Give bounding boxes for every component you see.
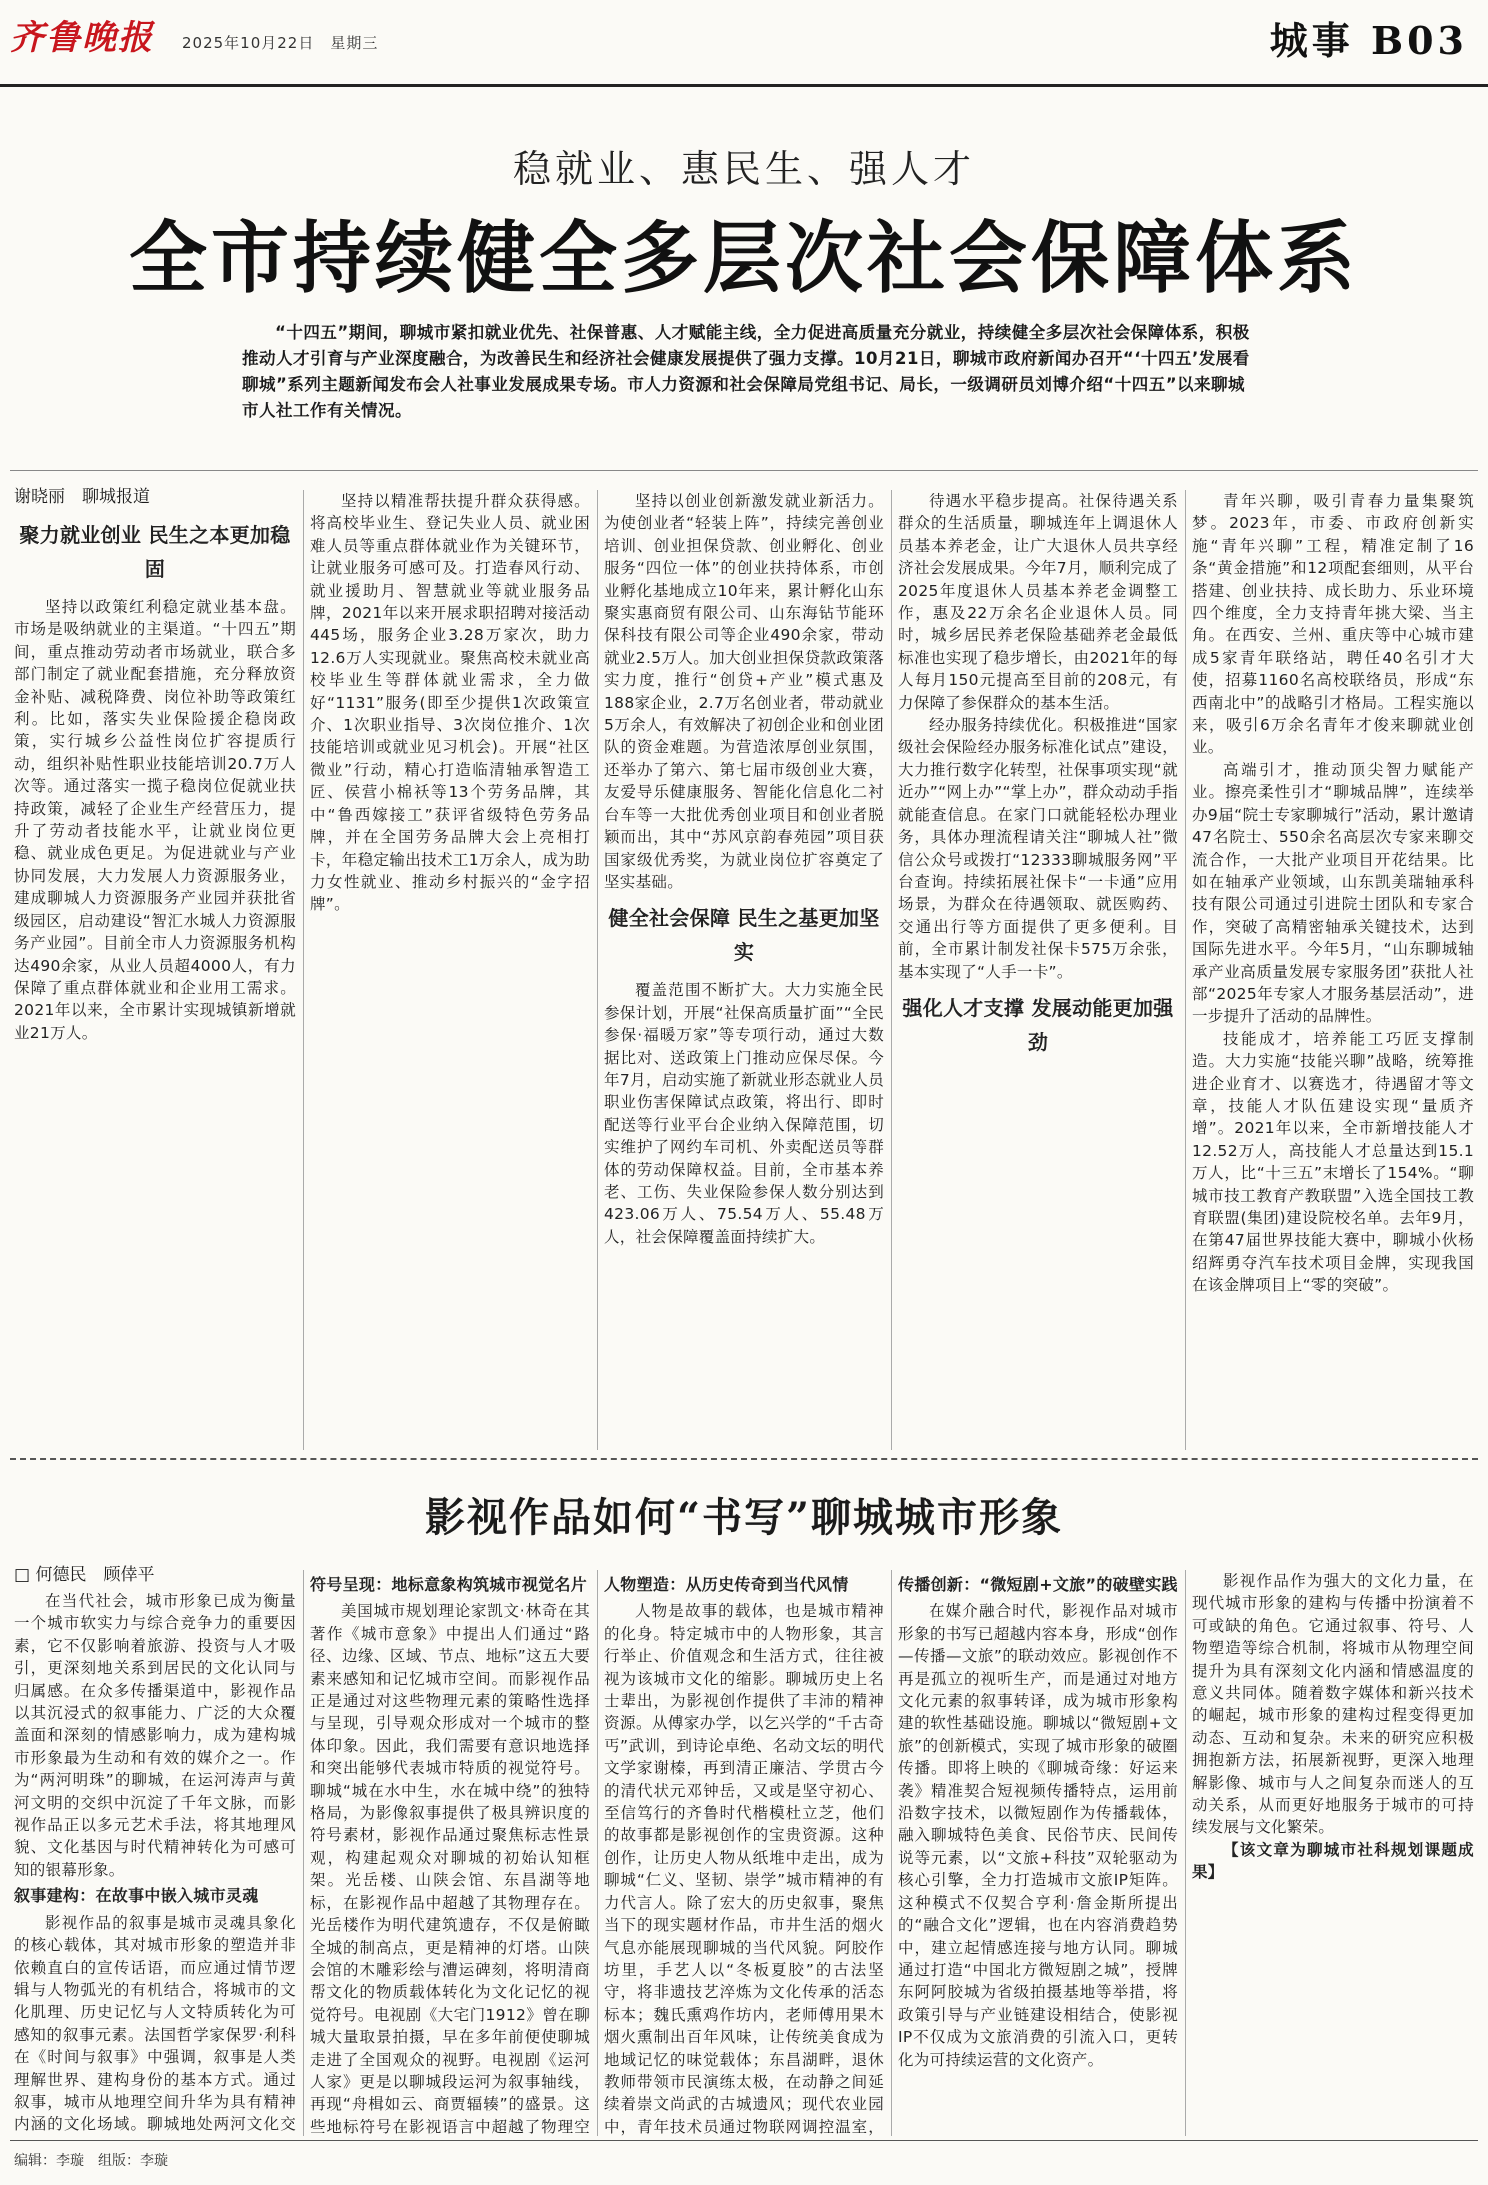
- article1-column-2: [310, 490, 590, 1450]
- column-divider: [891, 1570, 892, 2136]
- column-divider: [1185, 1570, 1186, 2136]
- paragraph: 技能成才，培养能工巧匠支撑制造。大力实施“技能兴聊”战略，统筹推进企业育才、以赛选才，待遇留才等文章，技能人才队伍建设实现“量质齐增”。2021年以来，全市新增技能人才12.52万人，高技能人才总量达到15.1万人，比“十三五”末增长了154%。“聊城市技工教育产教联盟”入选全国技工教育联盟(集团)建设院校名单。去年9月，在第47届世界技能大赛中，聊城小伙杨绍辉勇夺汽车技术项目金牌，实现我国在该金牌项目上“零的突破”。: [1192, 1029, 1474, 1295]
- newspaper-logo: 齐鲁晚报: [10, 18, 154, 58]
- article2-headline: 影视作品如何“书写”聊城城市形象: [424, 1494, 1063, 1541]
- article1-column-3: [604, 490, 884, 1450]
- footer-rule: [10, 2140, 1478, 2141]
- article2-column-1: [14, 1590, 296, 2136]
- subheading: 符号呈现：地标意象构筑城市视觉名片: [310, 1575, 588, 1594]
- article2-column-3: [604, 1570, 884, 2136]
- article1-byline: 谢晓丽 聊城报道: [14, 487, 150, 507]
- column-divider: [597, 1570, 598, 2136]
- paragraph: 高端引才，推动顶尖智力赋能产业。擦亮柔性引才“聊城品牌”，连续举办9届“院士专家聊城行”活动，累计邀请47名院士、550余名高层次专家来聊交流合作，一大批产业项目开花结果。比如在轴承产业领域，山东凯美瑞轴承科技有限公司通过引进院士团队和专家合作，突破了高精密轴承关键技术，达到国际先进水平。今年5月，“山东聊城轴承产业高质量发展专家服务团”获批人社部“2025年专家人才服务基层活动”，进一步提升了活动的品牌性。: [1192, 760, 1474, 1026]
- column-divider: [303, 490, 304, 1450]
- article1-kicker: 稳就业、惠民生、强人才: [512, 147, 975, 191]
- paragraph: 影视作品作为强大的文化力量，在现代城市形象的建构与传播中扮演着不可或缺的角色。它通过叙事、符号、人物塑造等综合机制，将城市从物理空间提升为具有深刻文化内涵和情感温度的意义共同体。随着数字媒体和新兴技术的崛起，城市形象的建构过程变得更加动态、互动和复杂。未来的研究应积极拥抱新方法，拓展新视野，更深入地理解影像、城市与人之间复杂而迷人的互动关系，从而更好地服务于城市的可持续发展与文化繁荣。: [1192, 1572, 1474, 1837]
- article1-column-5: [1192, 490, 1474, 1450]
- divider: [10, 470, 1478, 471]
- paragraph: 人物是故事的载体，也是城市精神的化身。特定城市中的人物形象，其言行举止、价值观念和生活方式，往往被视为该城市文化的缩影。聊城历史上名士辈出，为影视创作提供了丰沛的精神资源。从傅家办学，以乞兴学的“千古奇丐”武训，到诗论卓绝、名动文坛的明代文学家谢榛，再到清正廉洁、学贯古今的清代状元邓钟岳，又或是坚守初心、至信笃行的齐鲁时代楷模杜立芝，他们的故事都是影视创作的宝贵资源。这种创作，让历史人物从纸堆中走出，成为聊城“仁义、坚韧、崇学”城市精神的有力代言人。除了宏大的历史叙事，聚焦当下的现实题材作品，市井生活的烟火气息亦能展现聊城的当代风貌。阿胶作坊里，手艺人以“冬板夏胶”的古法坚守，将非遗技艺淬炼为文化传承的活态标本；魏氏熏鸡作坊内，老师傅用果木烟火熏制出百年风味，让传统美食成为地域记忆的味觉载体；东昌湖畔，退休教师带领市民演练太极，在动静之间延续着崇文尚武的古城遗风；现代农业园中，青年技术员通过物联网调控温室，: [604, 1602, 884, 2136]
- paragraph: 坚持以政策红利稳定就业基本盘。市场是吸纳就业的主渠道。“十四五”期间，重点推动劳动者市场就业，联合多部门制定了就业配套措施，充分释放资金补贴、减税降费、岗位补助等政策红利。比如，落实失业保险援企稳岗政策，实行城乡公益性岗位扩容提质行动，组织补贴性职业技能培训20.7万人次等。通过落实一揽子稳岗位促就业扶持政策，减轻了企业生产经营压力，提升了劳动者技能水平，让就业岗位更稳、就业成色更足。为促进就业与产业协同发展，大力发展人力资源服务业，建成聊城人力资源服务产业园并获批省级园区，启动建设“智汇水城人力资源服务产业园”。目前全市人力资源服务机构达490余家，从业人员超4000人，有力保障了重点群体就业和企业用工需求。2021年以来，全市累计实现城镇新增就业21万人。: [14, 598, 296, 1042]
- header-rule: [0, 84, 1488, 87]
- section-name: 城事: [1269, 18, 1354, 63]
- subheading: 人物塑造：从历史传奇到当代风情: [604, 1575, 849, 1594]
- paragraph: 美国城市规划理论家凯文·林奇在其著作《城市意象》中提出人们通过“路径、边缘、区域、节点、地标”这五大要素来感知和记忆城市空间。而影视作品正是通过对这些物理元素的策略性选择与呈现，引导观众形成对一个城市的整体印象。因此，我们需要有意识地选择和突出能够代表城市特质的视觉符号。聊城“城在水中生，水在城中绕”的独特格局，为影像叙事提供了极具辨识度的符号素材，影视作品通过聚焦标志性景观，构建起观众对聊城的初始认知框架。光岳楼、山陕会馆、东昌湖等地标，在影视作品中超越了其物理存在。光岳楼作为明代建筑遗存，不仅是俯瞰全城的制高点，更是精神的灯塔。山陕会馆的木雕彩绘与漕运碑刻，将明清商帮文化的物质载体转化为文化记忆的视觉符号。电视剧《大宅门1912》曾在聊城大量取景拍摄，早在多年前便使聊城走进了全国观众的视野。电视剧《运河人家》更是以聊城段运河为叙事轴线，再现“舟楫如云、商贾辐辏”的盛景。这些地标符号在影视语言中超越了物理空: [310, 1602, 590, 2136]
- article1-column-1: [14, 510, 296, 1450]
- column-divider: [303, 1570, 304, 2136]
- issue-date: 2025年10月22日: [182, 34, 315, 52]
- article1-headline: 全市持续健全多层次社会保障体系: [128, 213, 1359, 304]
- column-divider: [891, 490, 892, 1450]
- issue-weekday: 星期三: [330, 34, 379, 52]
- article-divider: [10, 1458, 1478, 1460]
- page-tag: [1270, 10, 1468, 65]
- article2-byline: □ 何德民 顾倖平: [14, 1565, 155, 1585]
- column-divider: [1185, 490, 1186, 1450]
- subheading: 传播创新：“微短剧+文旅”的破壁实践: [898, 1575, 1178, 1594]
- paragraph: 在当代社会，城市形象已成为衡量一个城市软实力与综合竞争力的重要因素，它不仅影响着旅游、投资与人才吸引，更深刻地关系到居民的文化认同与归属感。在众多传播渠道中，影视作品以其沉浸式的叙事能力、广泛的大众覆盖面和深刻的情感影响力，成为建构城市形象最为生动和有效的媒介之一。作为“两河明珠”的聊城，在运河涛声与黄河文明的交织中沉淀了千年文脉，而影视作品正以多元艺术手法，将其地理风貌、文化基因与时代精神转化为可感可知的银幕形象。: [14, 1592, 296, 1879]
- section-heading: 强化人才支撑 发展动能更加强劲: [902, 995, 1174, 1054]
- paragraph: 经办服务持续优化。积极推进“国家级社会保险经办服务标准化试点”建设，大力推行数字化转型，社保事项实现“就近办”“网上办”“掌上办”，群众动动手指就能查信息。在家门口就能轻松办理业务，具体办理流程请关注“聊城人社”微信公众号或拨打“12333聊城服务网”平台查询。持续拓展社保卡“一卡通”应用场景，为群众在待遇领取、就医购药、交通出行等方面提供了更多便利。目前，全市累计制发社保卡575万余张，基本实现了“人手一卡”。: [898, 716, 1178, 981]
- paragraph: 影视作品的叙事是城市灵魂具象化的核心载体，其对城市形象的塑造并非依赖直白的宣传话语，而应通过情节逻辑与人物弧光的有机结合，将城市的文化肌理、历史记忆与人文特质转化为可感知的叙事元素。法国哲学家保罗·利科在《时间与叙事》中强调，叙事是人类理解世界、建构身份的基本方式。通过叙事，城市从地理空间升华为具有精神内涵的文化场域。聊城地处两河文化交: [14, 1913, 296, 2134]
- column-divider: [597, 490, 598, 1450]
- article2-column-2: [310, 1570, 590, 2136]
- paragraph: 待遇水平稳步提高。社保待遇关系群众的生活质量，聊城连年上调退休人员基本养老金，让广大退休人员共享经济社会发展成果。今年7月，顺利完成了2025年度退休人员基本养老金调整工作，惠及22万余名企业退休人员。同时，城乡居民养老保险基础养老金最低标准也实现了稳步增长，由2021年的每人每月150元提高至目前的208元，有力保障了参保群众的基本生活。: [898, 492, 1178, 712]
- dateline: [182, 32, 378, 53]
- subheading: 叙事建构：在故事中嵌入城市灵魂: [14, 1886, 259, 1906]
- paragraph: 覆盖范围不断扩大。大力实施全民参保计划，开展“社保高质量扩面”“全民参保·福暖万家”等专项行动，通过大数据比对、送政策上门推动应保尽保。今年7月，启动实施了新就业形态就业人员职业伤害保障试点政策，将出行、即时配送等行业平台企业纳入保障范围，切实维护了网约车司机、外卖配送员等群体的劳动保障权益。目前，全市基本养老、工伤、失业保险参保人数分别达到423.06万人、75.54万人、55.48万人，社会保障覆盖面持续扩大。: [604, 981, 884, 1246]
- section-heading: 健全社会保障 民生之基更加坚实: [608, 906, 880, 965]
- section-heading: 聚力就业创业 民生之本更加稳固: [19, 523, 291, 581]
- paragraph: 青年兴聊，吸引青春力量集聚筑梦。2023年，市委、市政府创新实施“青年兴聊”工程，精准定制了16条“黄金措施”和12项配套细则，从平台搭建、创业扶持、成长助力、乐业环境四个维度，全力支持青年挑大梁、当主角。在西安、兰州、重庆等中心城市建成5家青年联络站，聘任40名引才大使，招募1160名高校联络员，形成“东西南北中”的战略引才格局。工程实施以来，吸引6万余名青年才俊来聊就业创业。: [1192, 492, 1474, 757]
- article1-lead: “十四五”期间，聊城市紧扣就业优先、社保普惠、人才赋能主线，全力促进高质量充分就业，持续健全多层次社会保障体系，积极推动人才引育与产业深度融合，为改善民生和经济社会健康发展提供了强力支撑。10月21日，聊城市政府新闻办召开“‘十四五’发展看聊城”系列主题新闻发布会人社事业发展成果专场。市人力资源和社会保障局党组书记、局长，一级调研员刘博介绍“十四五”以来聊城市人社工作有关情况。: [242, 323, 1250, 420]
- article2-column-4: [898, 1570, 1178, 2136]
- editor-credit: 编辑：李璇 组版：李璇: [14, 2153, 168, 2169]
- page-number: B03: [1371, 18, 1468, 63]
- paragraph: 在媒介融合时代，影视作品对城市形象的书写已超越内容本身，形成“创作—传播—文旅”的联动效应。影视创作不再是孤立的视听生产，而是通过对地方文化元素的叙事转译，成为城市形象构建的软性基础设施。聊城以“微短剧+文旅”的创新模式，实现了城市形象的破圈传播。即将上映的《聊城奇缘：好运来袭》精准契合短视频传播特点，运用前沿数字技术，以微短剧作为传播载体，融入聊城特色美食、民俗节庆、民间传说等元素，以“文旅+科技”双轮驱动为核心引擎，全力打造城市文旅IP矩阵。这种模式不仅契合亨利·詹金斯所提出的“融合文化”逻辑，也在内容消费趋势中，建立起情感连接与地方认同。聊城通过打造“中国北方微短剧之城”，授牌东阿阿胶城为省级拍摄基地等举措，将政策引导与产业链建设相结合，使影视IP不仅成为文旅消费的引流入口，更转化为可持续运营的文化资产。: [898, 1602, 1178, 2069]
- paragraph: 坚持以创业创新激发就业新活力。为使创业者“轻装上阵”，持续完善创业培训、创业担保贷款、创业孵化、创业服务“四位一体”的创业扶持体系，市创业孵化基地成立10年来，累计孵化山东聚实惠商贸有限公司、山东海钻节能环保科技有限公司等企业490余家，带动就业2.5万人。加大创业担保贷款政策落实力度，推行“创贷+产业”模式惠及188家企业，2.7万名创业者，带动就业5万余人，有效解决了初创企业和创业团队的资金难题。为营造浓厚创业氛围，还举办了第六、第七届市级创业大赛，友爱导乐健康服务、智能化信息化二衬台车等一大批优秀创业项目和创业者脱颖而出，其中“苏风京韵春苑园”项目获国家级优秀奖，为就业岗位扩容奠定了坚实基础。: [604, 492, 884, 891]
- masthead: [10, 8, 1478, 78]
- paragraph: 坚持以精准帮扶提升群众获得感。将高校毕业生、登记失业人员、就业困难人员等重点群体就业作为关键环节，让就业服务可感可及。打造春风行动、就业援助月、智慧就业等就业服务品牌，2021年以来开展求职招聘对接活动445场，服务企业3.28万家次，助力12.6万人实现就业。聚焦高校未就业高校毕业生等群体就业需求，全力做好“1131”服务(即至少提供1次政策宣介、1次职业指导、3次岗位推介、1次技能培训或就业见习机会)。开展“社区微业”行动，精心打造临清轴承智造工匠、侯营小棉袄等13个劳务品牌，其中“鲁西嫁接工”获评省级特色劳务品牌，并在全国劳务品牌大会上亮相打卡，年稳定输出技术工1万余人，成为助力女性就业、推动乡村振兴的“金字招牌”。: [310, 492, 590, 914]
- project-note: 【该文章为聊城市社科规划课题成果】: [1192, 1840, 1474, 1882]
- article2-column-5: [1192, 1570, 1474, 2136]
- article1-column-4: [898, 490, 1178, 1450]
